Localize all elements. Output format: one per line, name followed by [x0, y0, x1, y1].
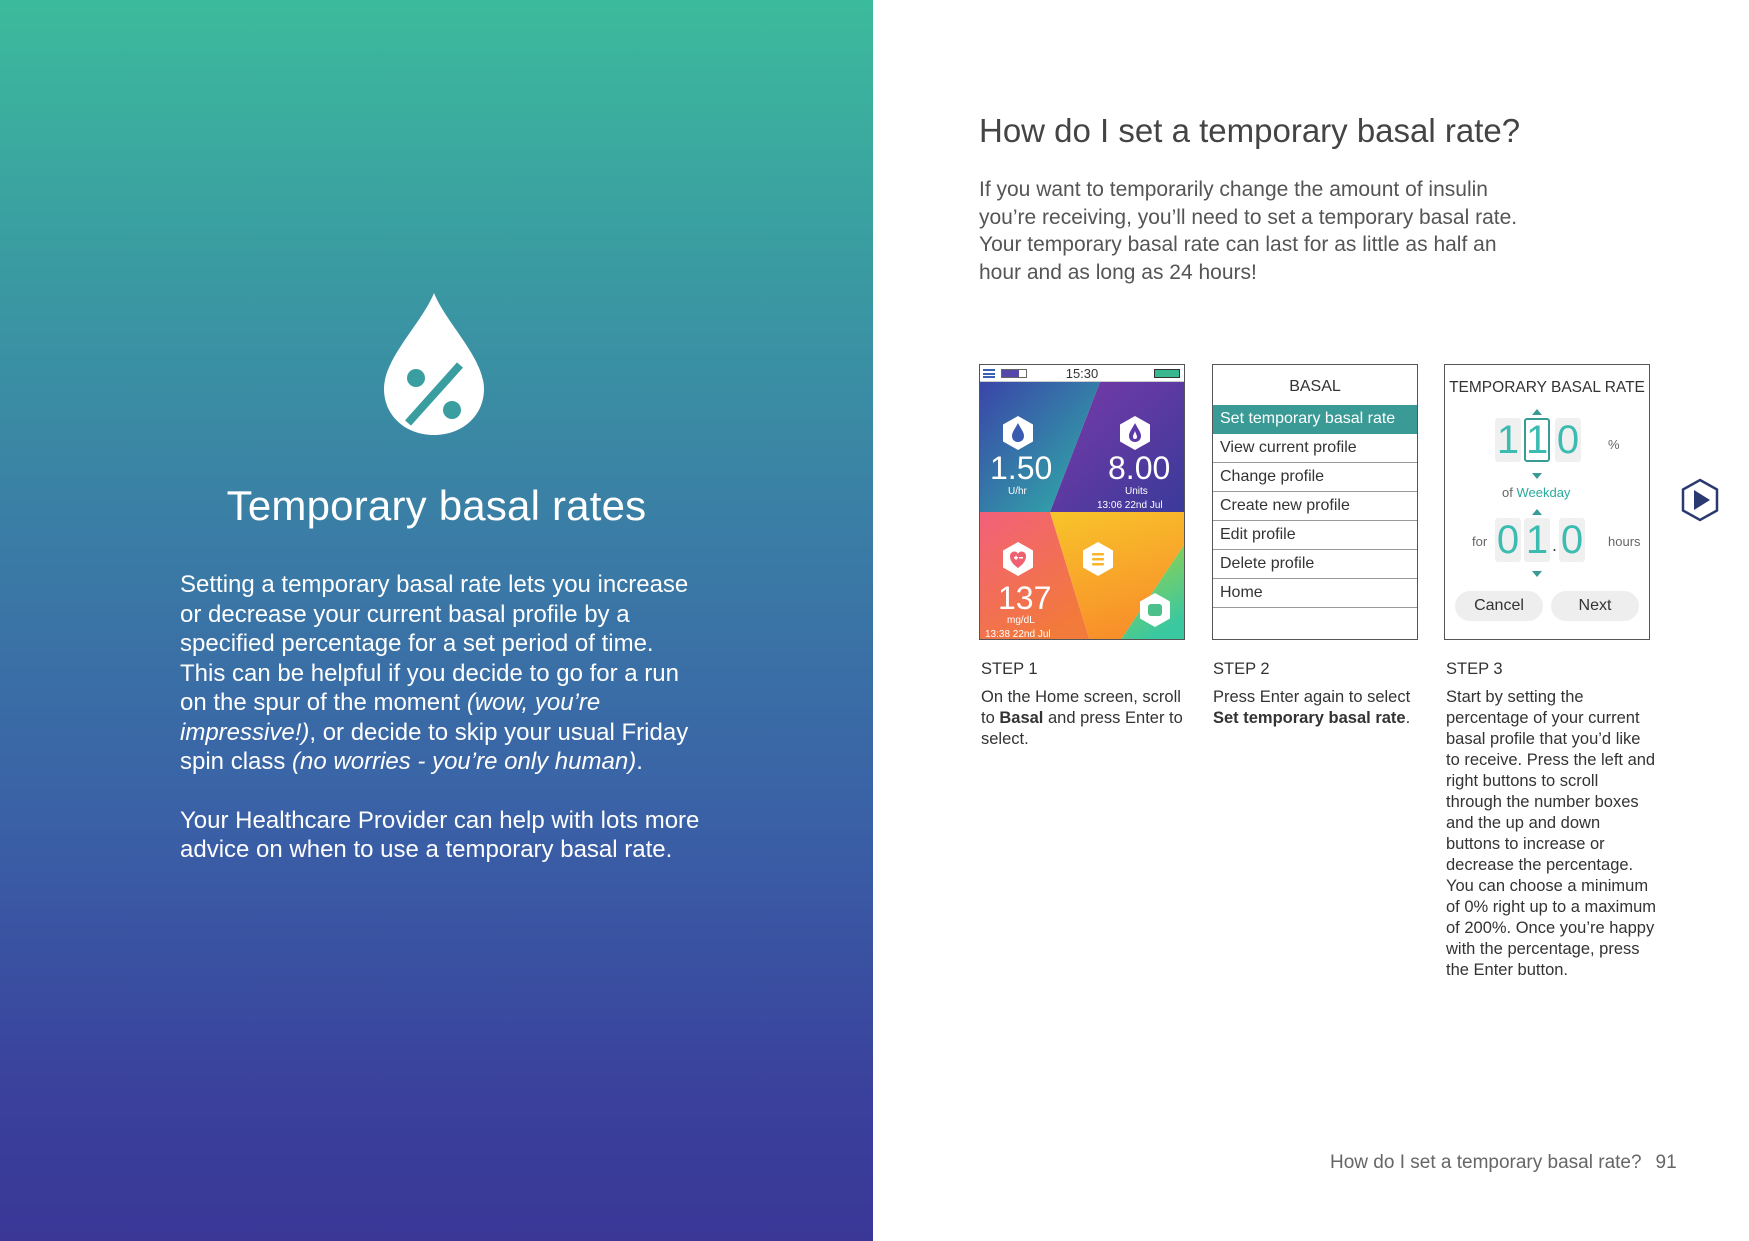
battery-icon [1154, 369, 1180, 378]
page-number: 91 [1655, 1152, 1677, 1173]
basal-rate-value: 1.50 [990, 450, 1053, 486]
step-label: STEP 2 [1213, 660, 1270, 678]
percent-unit: % [1608, 437, 1620, 452]
menu-item-change-profile: Change profile [1213, 463, 1417, 492]
step-text: Start by setting the percentage of your current basal profile that you’d like to receive. Press the left and right buttons to scroll through the number boxes and the up and down buttons to increase or decrease the percentage. You can choose a minimum of 0% right up to a maximum of 200%. Once you’re happy with the percentage, press the Enter button. [1446, 688, 1657, 979]
bolus-timestamp: 13:06 22nd Jul [1097, 500, 1163, 511]
menu-item-home: Home [1213, 579, 1417, 608]
basal-menu-screen-image [1212, 364, 1418, 640]
play-arrow-icon[interactable] [1680, 478, 1720, 522]
decimal-point: . [1552, 535, 1558, 555]
cgm-icon [1140, 593, 1170, 627]
home-tiles [980, 382, 1185, 640]
intro-paragraph-2: Your Healthcare Provider can help with lots more advice on when to use a temporary basal rate. [180, 806, 700, 863]
blood-glucose-icon [1003, 542, 1033, 576]
page-footer [1330, 1152, 1677, 1174]
clock: 15:30 [1065, 366, 1099, 381]
decrease-arrow-icon [1532, 473, 1542, 479]
percent-digit-ones: 0 [1556, 418, 1580, 462]
step-label: STEP 1 [981, 660, 1038, 678]
cancel-button: Cancel [1455, 591, 1543, 621]
temporary-basal-rate-screen-image [1444, 364, 1650, 640]
glucose-timestamp: 13:38 22nd Jul [985, 629, 1051, 640]
step-1 [981, 660, 1191, 750]
hours-digit-ones: 1 [1525, 518, 1549, 562]
menu-item-view-current-profile: View current profile [1213, 434, 1417, 463]
percent-digit-tens: 1 [1526, 418, 1549, 462]
menu-title: BASAL [1289, 378, 1341, 395]
intro-paragraph-1: Setting a temporary basal rate lets you increase or decrease your current basal profile by a specified percentage for a set period of time. This can be helpful if you decide to go for a run on the spur of the moment (wow, you’re impressive!), or decide to skip your usual Friday spin class (no worries - you’re only human). [180, 571, 689, 775]
profile-name: Weekday [1516, 485, 1571, 500]
decrease-arrow-icon [1532, 571, 1542, 577]
glucose-unit: mg/dL [1007, 615, 1035, 626]
menu-list-icon [1083, 542, 1113, 576]
step-text: Press Enter again to select Set temporary basal rate. [1213, 688, 1411, 727]
status-bar [980, 365, 1184, 382]
increase-arrow-icon [1532, 409, 1542, 415]
bolus-value: 8.00 [1108, 450, 1171, 486]
page-intro: If you want to temporarily change the amount of insulin you’re receiving, you’ll need to set a temporary basal rate. Your temporary basal rate can last for as little as half an hour and as long as 24 hours! [979, 178, 1518, 284]
step-text: On the Home screen, scroll to Basal and press Enter to select. [981, 688, 1183, 748]
section-title: Temporary basal rates [226, 482, 647, 529]
page-title: How do I set a temporary basal rate? [979, 112, 1521, 149]
step-2 [1213, 660, 1423, 729]
basal-rate-unit: U/hr [1008, 486, 1027, 497]
intro-text [180, 570, 700, 894]
step-label: STEP 3 [1446, 660, 1503, 678]
screen-title: TEMPORARY BASAL RATE [1449, 379, 1645, 396]
for-label: for [1472, 534, 1488, 549]
basal-drop-icon [1003, 416, 1033, 450]
hours-unit: hours [1608, 534, 1641, 549]
bolus-drop-icon [1120, 416, 1150, 450]
hours-digit-tens: 0 [1496, 518, 1520, 562]
hours-digit-tenths: 0 [1560, 518, 1584, 562]
menu-item-set-temporary-basal-rate: Set temporary basal rate [1213, 405, 1417, 434]
glucose-value: 137 [998, 580, 1052, 616]
intro-panel [0, 0, 873, 1241]
next-button: Next [1551, 591, 1639, 621]
menu-item-delete-profile: Delete profile [1213, 550, 1417, 579]
profile-label: of Weekday [1502, 485, 1571, 500]
drop-percent-icon [384, 293, 484, 435]
menu-item-edit-profile: Edit profile [1213, 521, 1417, 550]
menu-item-create-new-profile: Create new profile [1213, 492, 1417, 521]
footer-title: How do I set a temporary basal rate? [1330, 1152, 1642, 1173]
home-screen-image [979, 364, 1185, 640]
percent-digit-hundreds: 1 [1496, 418, 1520, 462]
increase-arrow-icon [1532, 509, 1542, 515]
step-3 [1446, 660, 1656, 981]
bolus-unit: Units [1125, 486, 1148, 497]
